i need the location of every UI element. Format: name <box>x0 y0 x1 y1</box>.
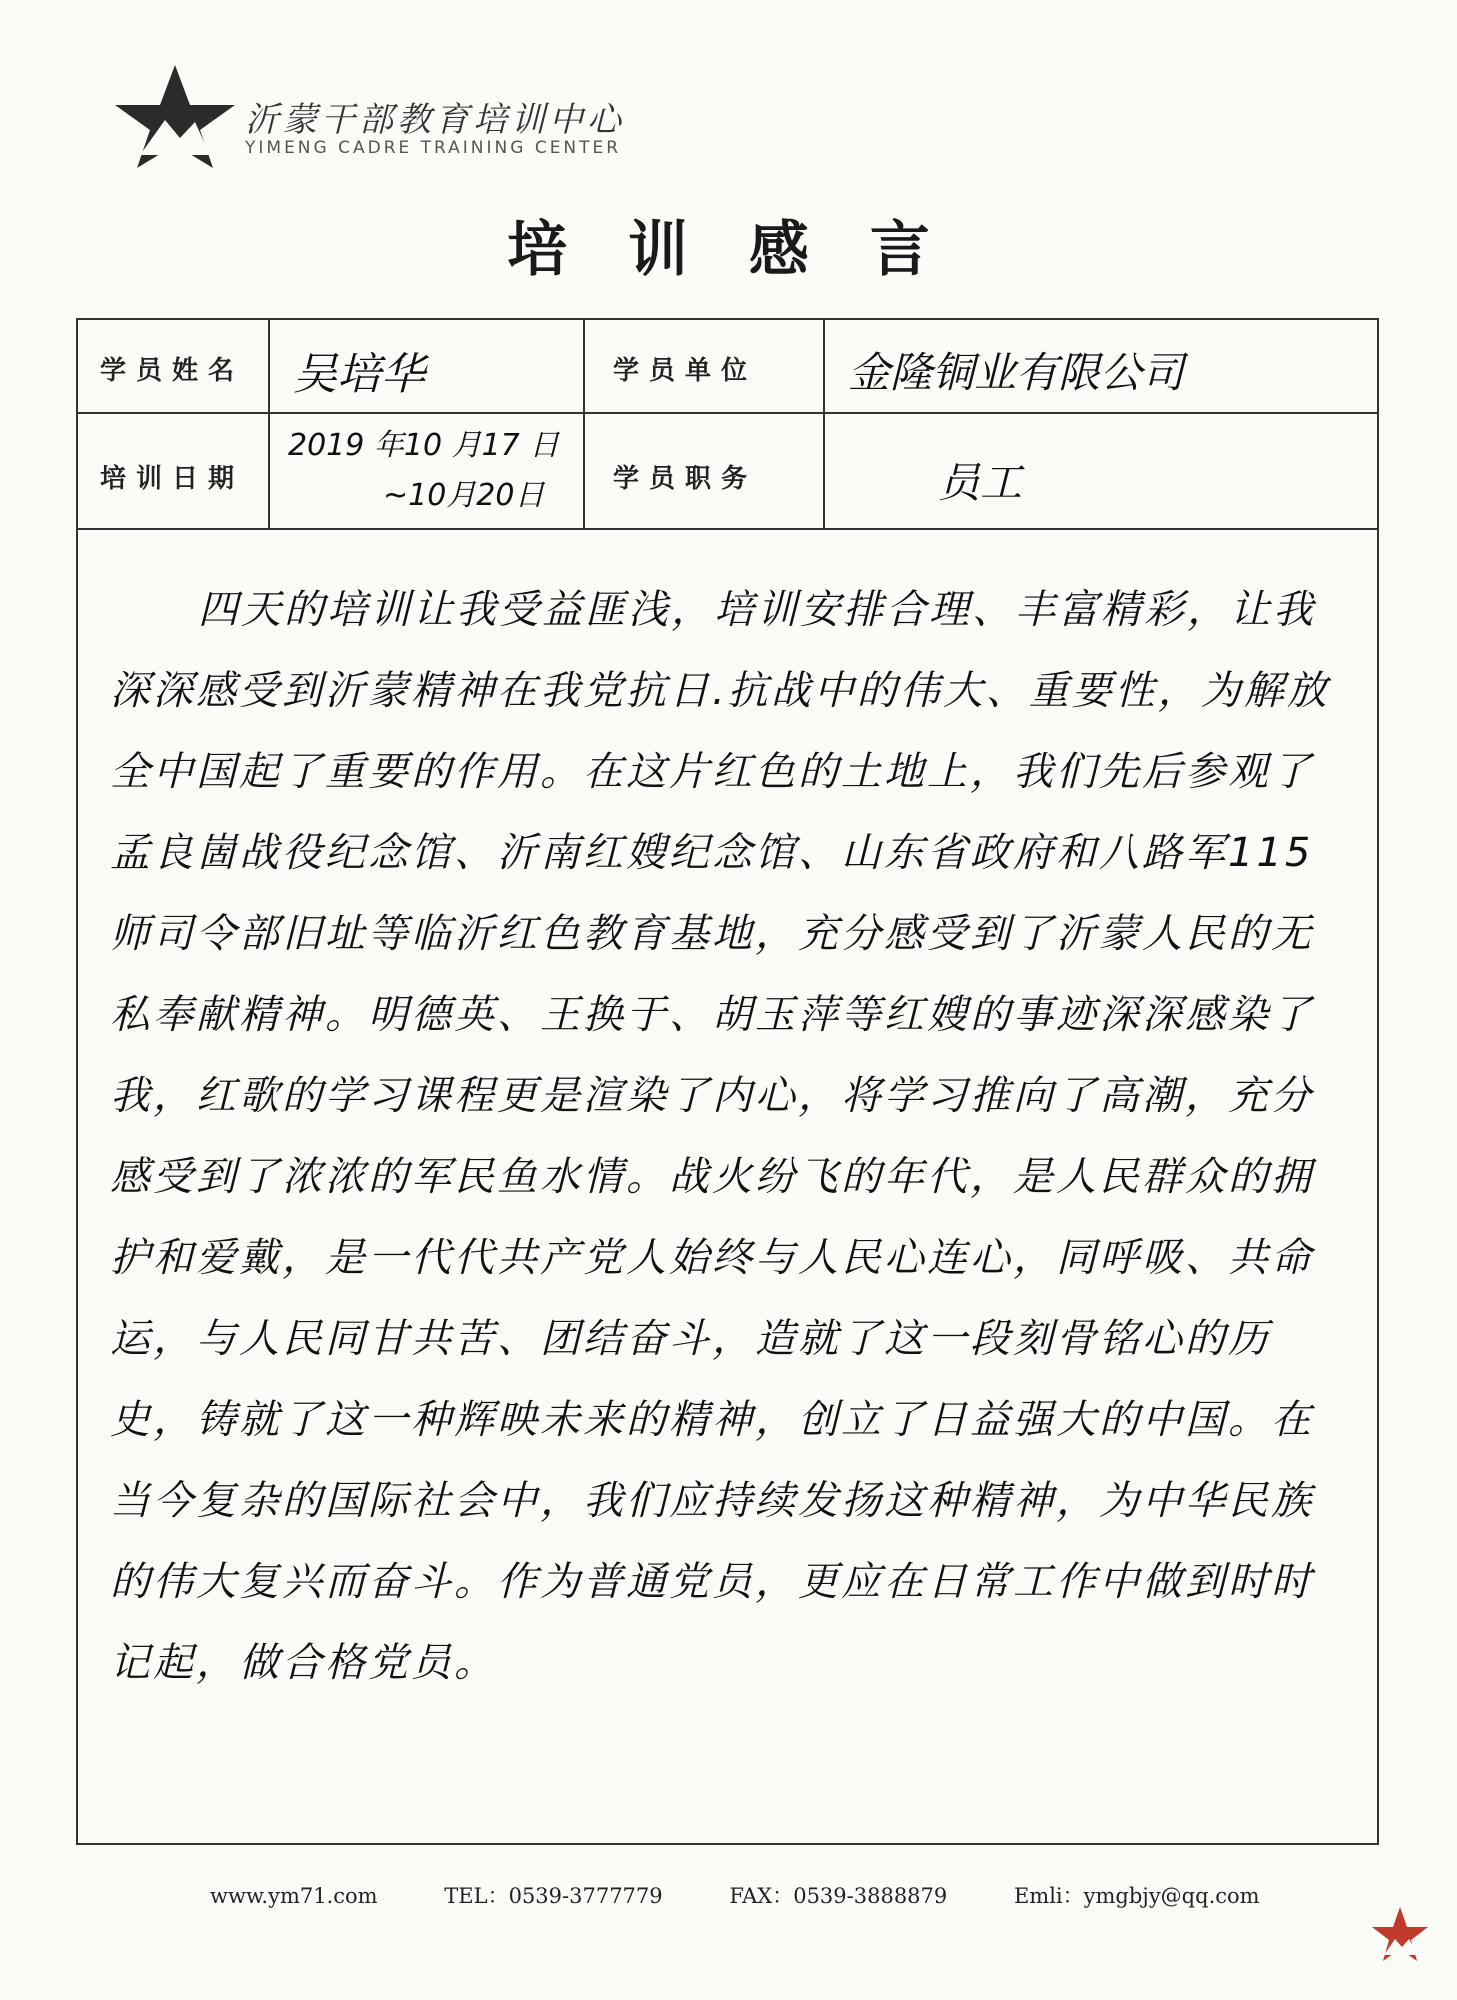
date-label: 培训日期 <box>100 464 245 494</box>
testimonial-text: 四天的培训让我受益匪浅，培训安排合理、丰富精彩，让我深深感受到沂蒙精神在我党抗日.抗战中的伟大、重要性，为解放全中国起了重要的作用。在这片红色的土地上，我们先后参观了孟良崮战役纪念馆、沂南红嫂纪念馆、山东省政府和八路军115师司令部旧址等临沂红色教育基地，充分感受到了沂蒙人民的无私奉献精神。明德英、王换于、胡玉萍等红嫂的事迹深深感染了我，红歌的学习课程更是渲染了内心，将学习推向了高潮，充分感受到了浓浓的军民鱼水情。战火纷飞的年代，是人民群众的拥护和爱戴，是一代代共产党人始终与人民心连心，同呼吸、共命运，与人民同甘共苦、团结奋斗，造就了这一段刻骨铭心的历史，铸就了这一种辉映未来的精神，创立了日益强大的中国。在当今复杂的国际社会中，我们应持续发扬这种精神，为中华民族的伟大复兴而奋斗。作为普通党员，更应在日常工作中做到时时记起，做合格党员。 <box>110 587 1330 1686</box>
col-divider <box>583 320 585 530</box>
page-title: 培 训 感 言 <box>507 215 950 285</box>
name-value: 吴培华 <box>293 349 425 400</box>
unit-value: 金隆铜业有限公司 <box>848 348 1185 397</box>
footer-tel: TEL：0539-3777779 <box>444 1884 663 1908</box>
position-value: 员工 <box>938 458 1023 507</box>
org-name-cn: 沂蒙干部教育培训中心 <box>245 100 625 140</box>
org-name-en: YIMENG CADRE TRAINING CENTER <box>245 138 622 158</box>
footer-fax: FAX：0539-3888879 <box>729 1884 948 1908</box>
date-value-start: 2019 年10 月17 日 <box>288 428 560 463</box>
row-divider <box>78 528 1377 530</box>
footer-contact <box>210 1880 1320 1910</box>
col-divider <box>823 320 825 530</box>
unit-label: 学员单位 <box>613 356 758 386</box>
row-divider <box>78 412 1377 414</box>
footer-website: www.ym71.com <box>210 1884 378 1908</box>
star-mountain-logo <box>110 60 240 170</box>
col-divider <box>268 320 270 530</box>
corner-star-logo <box>1370 1905 1430 1965</box>
position-label: 学员职务 <box>613 464 758 494</box>
footer-email: Emli：ymgbjy@qq.com <box>1013 1884 1260 1908</box>
date-value-end: ~10月20日 <box>383 478 545 513</box>
name-label: 学员姓名 <box>100 356 245 386</box>
